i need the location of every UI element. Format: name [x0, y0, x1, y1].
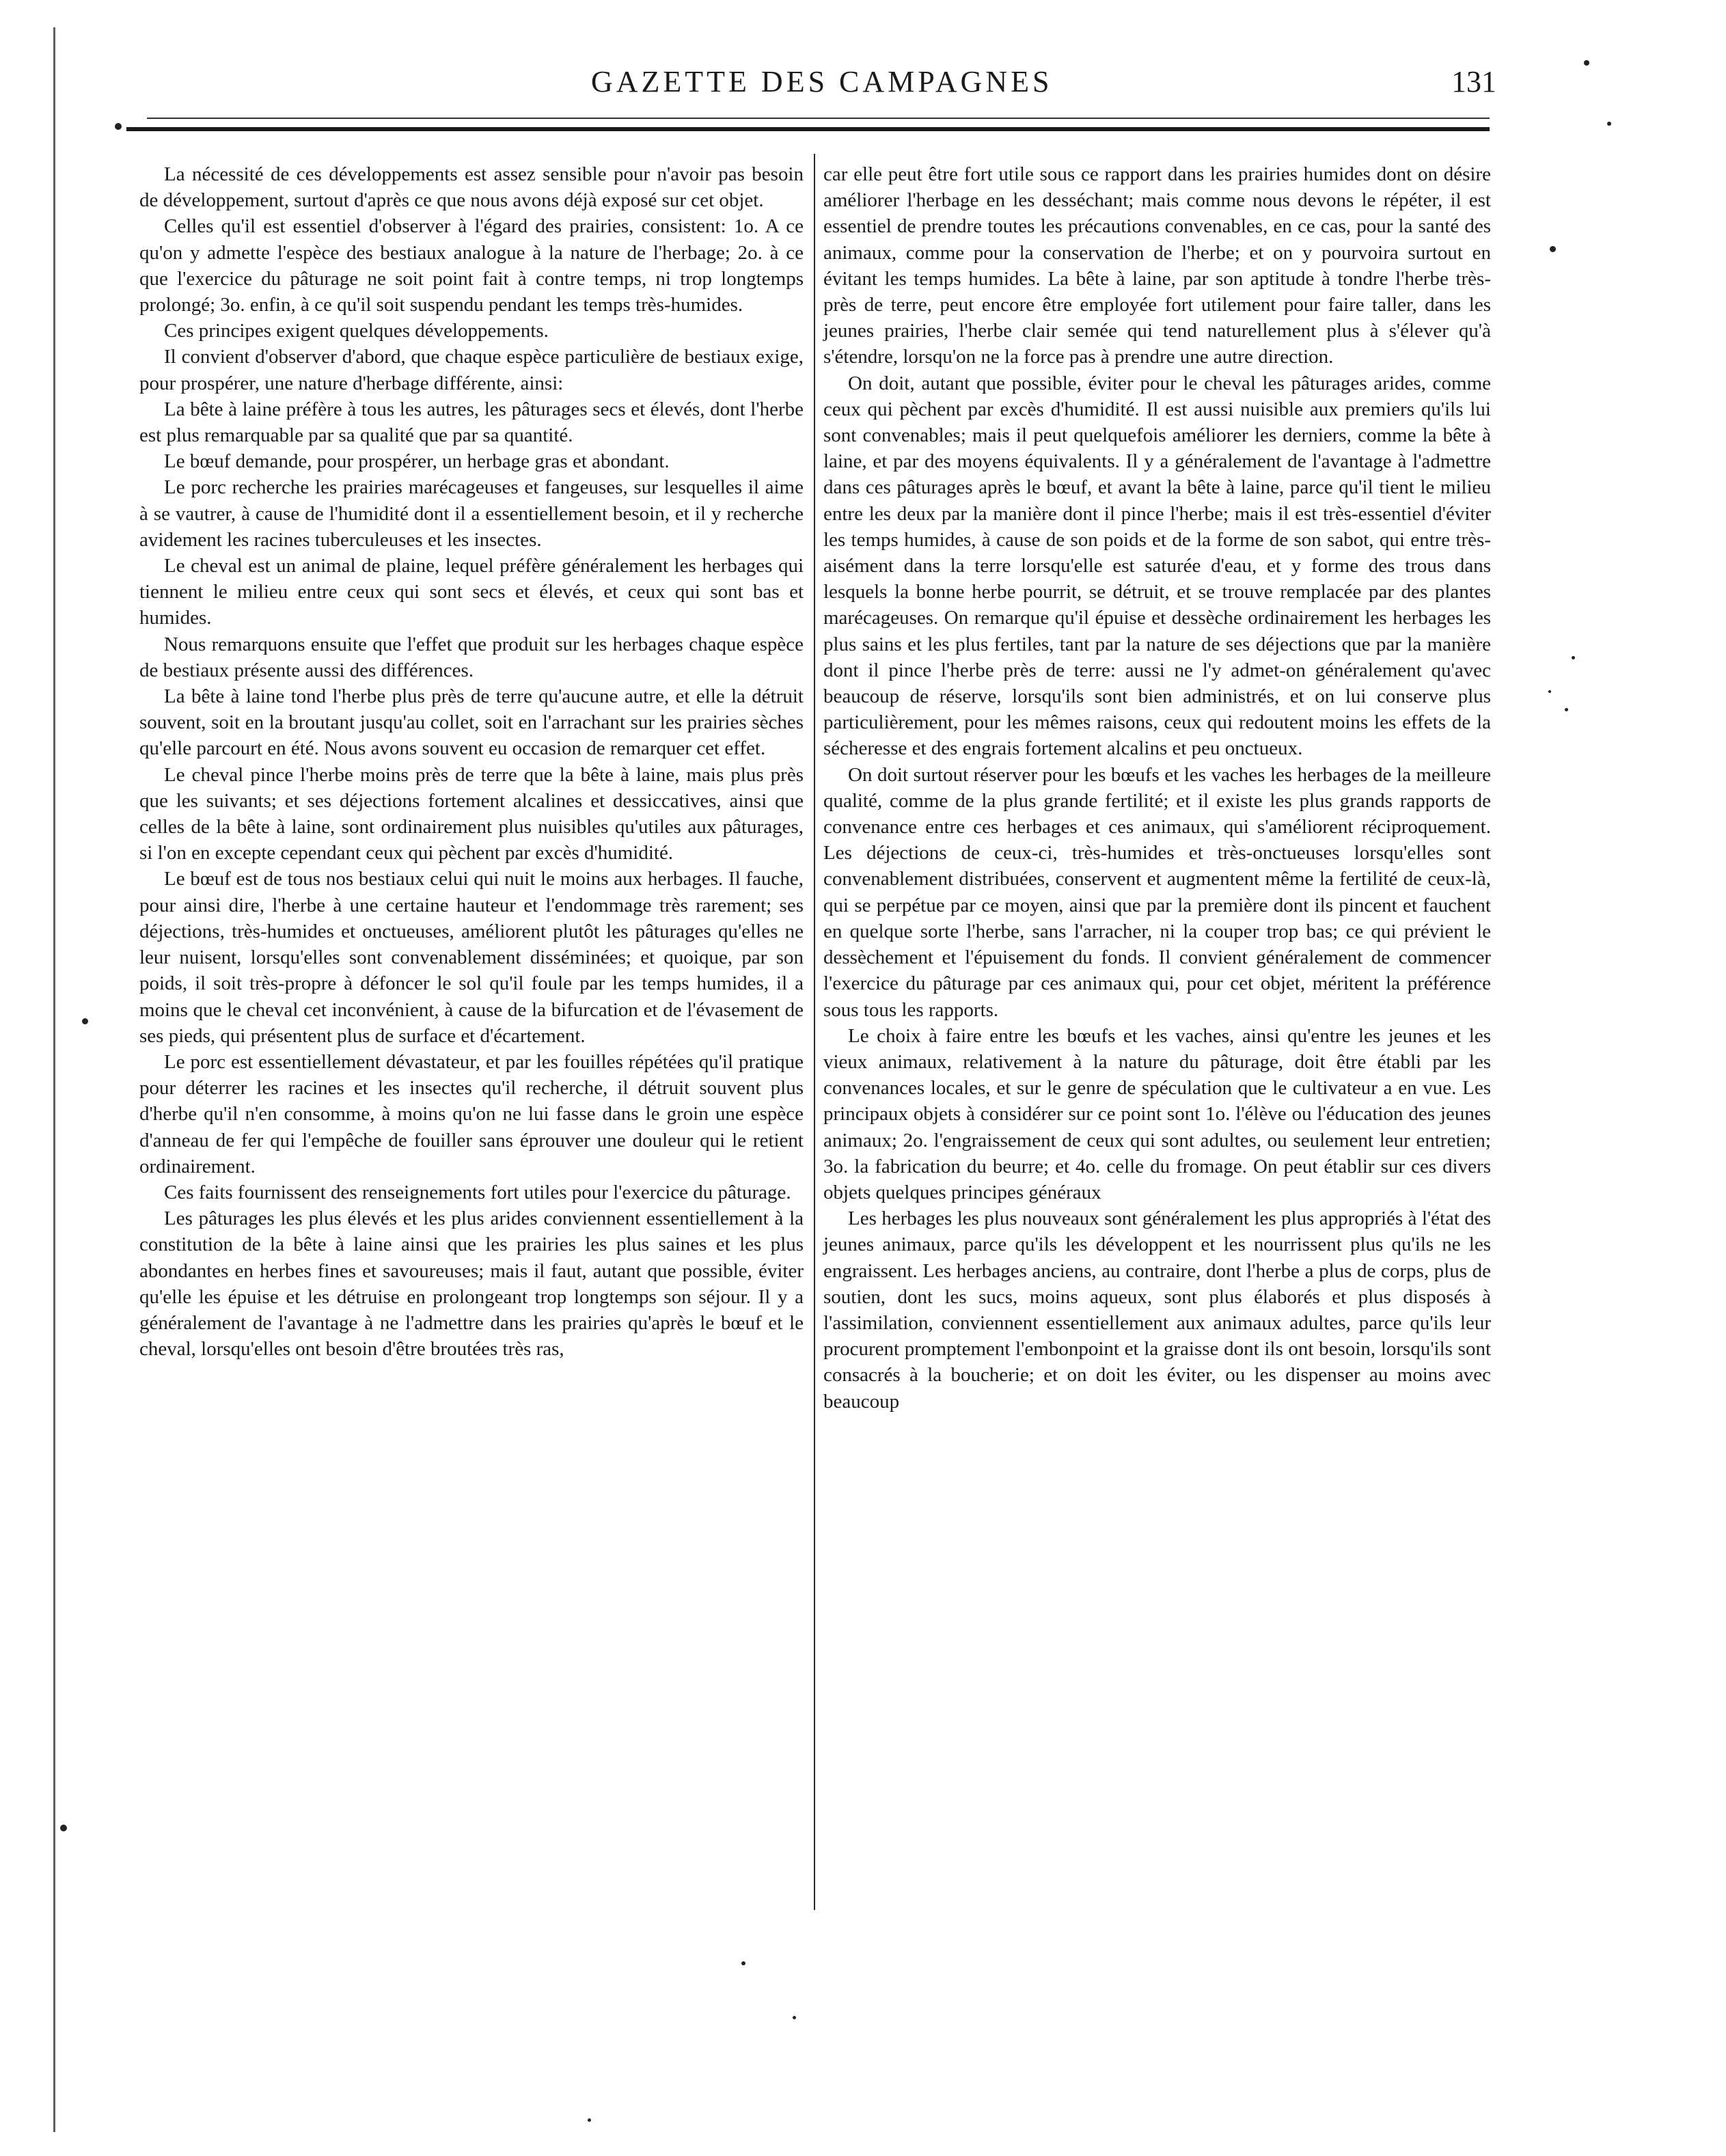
ink-speck [1584, 60, 1589, 66]
paragraph: car elle peut être fort utile sous ce rapport dans les prairies humides dont on désire améliorer l'herbage en les desséchant; mais comme nous devons le répéter, il est essentiel de prendre toutes les précautions convenables, en ce cas, pour la santé des animaux, comme pour la conservation de l'herbe; et on y pourvoira surtout en évitant les temps humides. La bête à laine, par son aptitude à tondre l'herbe très-près de terre, peut encore être employée fort utilement pour faire taller, dans les jeunes prairies, l'herbe clair semée qui tend naturellement plus à s'élever qu'à s'étendre, lorsqu'on ne la force pas à prendre une autre direction. [823, 163, 1491, 368]
ink-speck [115, 123, 122, 130]
paragraph: Le choix à faire entre les bœufs et les vaches, ainsi qu'entre les jeunes et les vieux animaux, relativement à la nature du pâturage, doit être établi par les convenances locales, et sur le genre de spéculation que le cultivateur a en vue. Les principaux objets à considérer sur ce point sont 1o. l'élève ou l'éducation des jeunes animaux; 2o. l'engraissement de ceux qui sont adultes, ou seulement leur entretien; 3o. la fabrication du beurre; et 4o. celle du fromage. On peut établir sur ces divers objets quelques principes généraux [823, 1024, 1491, 1203]
paragraph: La nécessité de ces développements est assez sensible pour n'avoir pas besoin de développement, surtout d'après ce que nous avons déjà exposé sur cet objet. [139, 163, 804, 212]
left-column [139, 161, 804, 1362]
page-number: 131 [1451, 65, 1496, 98]
ink-speck [588, 2118, 591, 2122]
page-edge-line [53, 27, 55, 2132]
paragraph: Le porc est essentiellement dévastateur, et par les fouilles répétées qu'il pratique pour déterrer les racines et les insectes qu'il recherche, il détruit souvent plus d'herbe qu'il n'en consomme, à moins qu'on ne lui fasse dans le groin une espèce d'anneau de fer qui l'empêche de fouiller sans éprouver une douleur qui le retient ordinairement. [139, 1050, 804, 1177]
paragraph: Ces principes exigent quelques développements. [164, 320, 549, 342]
paragraph: Celles qu'il est essentiel d'observer à l'égard des prairies, consistent: 1o. A ce qu'on y admette l'espèce des bestiaux analogue à la nature de l'herbage; 2o. à ce que l'exercice du pâturage ne soit point fait à contre temps, ni trop longtemps prolongé; 3o. enfin, à ce qu'il soit suspendu pendant les temps très-humides. [139, 215, 804, 316]
paragraph: Nous remarquons ensuite que l'effet que produit sur les herbages chaque espèce de bestiaux présente aussi des différences. [139, 633, 804, 681]
page-header [137, 64, 1496, 112]
newspaper-title: GAZETTE DES CAMPAGNES [591, 65, 1053, 98]
paragraph: Le bœuf demande, pour prospérer, un herbage gras et abondant. [164, 450, 670, 473]
paragraph: Le porc recherche les prairies marécageuses et fangeuses, sur lesquelles il aime à se vautrer, à cause de l'humidité dont il a essentiellement besoin, et il y recherche avidement les racines tuberculeuses et les insectes. [139, 476, 804, 551]
paragraph: La bête à laine préfère à tous les autres, les pâturages secs et élevés, dont l'herbe est plus remarquable par sa qualité que par sa quantité. [139, 398, 804, 447]
ink-speck [793, 2016, 796, 2019]
ink-speck [82, 1018, 88, 1024]
column-divider [814, 154, 815, 1910]
paragraph: La bête à laine tond l'herbe plus près de terre qu'aucune autre, et elle la détruit souvent, soit en la broutant jusqu'au collet, soit en l'arrachant sur les prairies sèches qu'elle parcourt en été. Nous avons souvent eu occasion de remarquer cet effet. [139, 685, 804, 760]
header-rule-thick [126, 127, 1490, 131]
paragraph: Les pâturages les plus élevés et les plus arides conviennent essentiellement à la constitution de la bête à laine ainsi que les prairies les plus saines et les plus abondantes en herbes fines et savoureuses; mais il faut, autant que possible, éviter qu'elle les épuise et les détruise en prolongeant trop longtemps son séjour. Il y a généralement de l'avantage à ne l'admettre dans les prairies qu'après le bœuf et le cheval, lorsqu'elles ont besoin d'être broutées très ras, [139, 1207, 804, 1361]
ink-speck [1607, 122, 1611, 126]
ink-speck [1572, 656, 1575, 659]
ink-speck [60, 1825, 67, 1831]
paragraph: Le bœuf est de tous nos bestiaux celui qui nuit le moins aux herbages. Il fauche, pour ainsi dire, l'herbe à une certaine hauteur et l'endommage très rarement; ses déjections, très-humides et onctueuses, améliorent plutôt les pâturages qu'elles ne leur nuisent, lorsqu'elles sont convenablement disséminées; et quoique, par son poids, il soit très-propre à défoncer le sol qu'il foule par les temps humides, il a moins que le cheval cet inconvénient, à cause de la bifurcation et de l'évasement de ses pieds, qui présentent plus de surface et d'écartement. [139, 868, 804, 1047]
paragraph: Le cheval pince l'herbe moins près de terre que la bête à laine, mais plus près que les suivants; et ses déjections fortement alcalines et dessiccatives, ainsi que celles de la bête à laine, sont ordinairement plus nuisibles qu'utiles aux pâturages, si l'on en excepte cependant ceux qui pèchent par excès d'humidité. [139, 763, 804, 864]
paragraph: Les herbages les plus nouveaux sont généralement les plus appropriés à l'état des jeunes animaux, parce qu'ils les développent et les nourrissent plus qu'ils ne les engraissent. Les herbages anciens, au contraire, dont l'herbe a plus de corps, plus de soutien, dont les sucs, moins aqueux, sont plus élaborés et plus disposés à l'assimilation, conviennent essentiellement aux animaux adultes, parce qu'ils leur procurent promptement l'embonpoint et la graisse dont ils ont besoin, lorsqu'ils sont consacrés à la boucherie; et on doit les éviter, ou les dispenser au moins avec beaucoup [823, 1207, 1491, 1413]
paragraph: Il convient d'observer d'abord, que chaque espèce particulière de bestiaux exige, pour prospérer, une nature d'herbage différente, ainsi: [139, 346, 804, 394]
right-column [823, 161, 1491, 1415]
ink-speck [1548, 690, 1551, 693]
ink-speck [1550, 246, 1556, 252]
paragraph: Ces faits fournissent des renseignements fort utiles pour l'exercice du pâturage. [164, 1181, 791, 1203]
ink-speck [1565, 708, 1568, 711]
ink-speck [741, 1961, 745, 1965]
paragraph: On doit, autant que possible, éviter pour le cheval les pâturages arides, comme ceux qui pèchent par excès d'humidité. Il est aussi nuisible aux premiers qu'ils lui sont convenables; mais il peut quelquefois améliorer les derniers, comme la bête à laine, et par des moyens équivalents. Il y a généralement de l'avantage à l'admettre dans ces pâturages après le bœuf, et avant la bête à laine, parce qu'il tient le milieu entre les deux par la manière dont il pince l'herbe; mais il est très-essentiel d'éviter les temps humides, à cause de son poids et de la forme de son sabot, qui entre très-aisément dans la terre lorsqu'elle est saturée d'eau, et y forme des trous dans lesquels la bonne herbe pourrit, se détruit, et se trouve remplacée par des plantes marécageuses. On remarque qu'il épuise et dessèche ordinairement les herbages les plus sains et les plus fertiles, tant par la nature de ses déjections que par la manière dont il pince l'herbe près de terre: aussi ne l'y admet-on généralement qu'avec beaucoup de réserve, lorsqu'ils sont bien administrés, et on lui conserve plus particulièrement, pour les mêmes raisons, ceux qui redoutent moins les effets de la sécheresse et des engrais fortement alcalins et peu onctueux. [823, 372, 1491, 760]
paragraph: Le cheval est un animal de plaine, lequel préfère généralement les herbages qui tiennent le milieu entre ceux qui sont secs et élevés, et ceux qui sont bas et humides. [139, 555, 804, 629]
paragraph: On doit surtout réserver pour les bœufs et les vaches les herbages de la meilleure qualité, comme de la plus grande fertilité; et il existe les plus grands rapports de convenance entre ces herbages et ces animaux, qui s'améliorent réciproquement. Les déjections de ceux-ci, très-humides et très-onctueuses lorsqu'elles sont convenablement distribuées, conservent et augmentent même la fertilité de ceux-là, qui se perpétue par ce moyen, ainsi que par la première dont ils pincent et fauchent en quelque sorte l'herbe, sans l'arracher, ni la couper trop bas; ce qui prévient le dessèchement et l'épuisement du fonds. Il convient généralement de commencer l'exercice du pâturage par ces animaux qui, pour cet objet, méritent la préférence sous tous les rapports. [823, 763, 1491, 1021]
header-rule-thin [147, 118, 1490, 119]
